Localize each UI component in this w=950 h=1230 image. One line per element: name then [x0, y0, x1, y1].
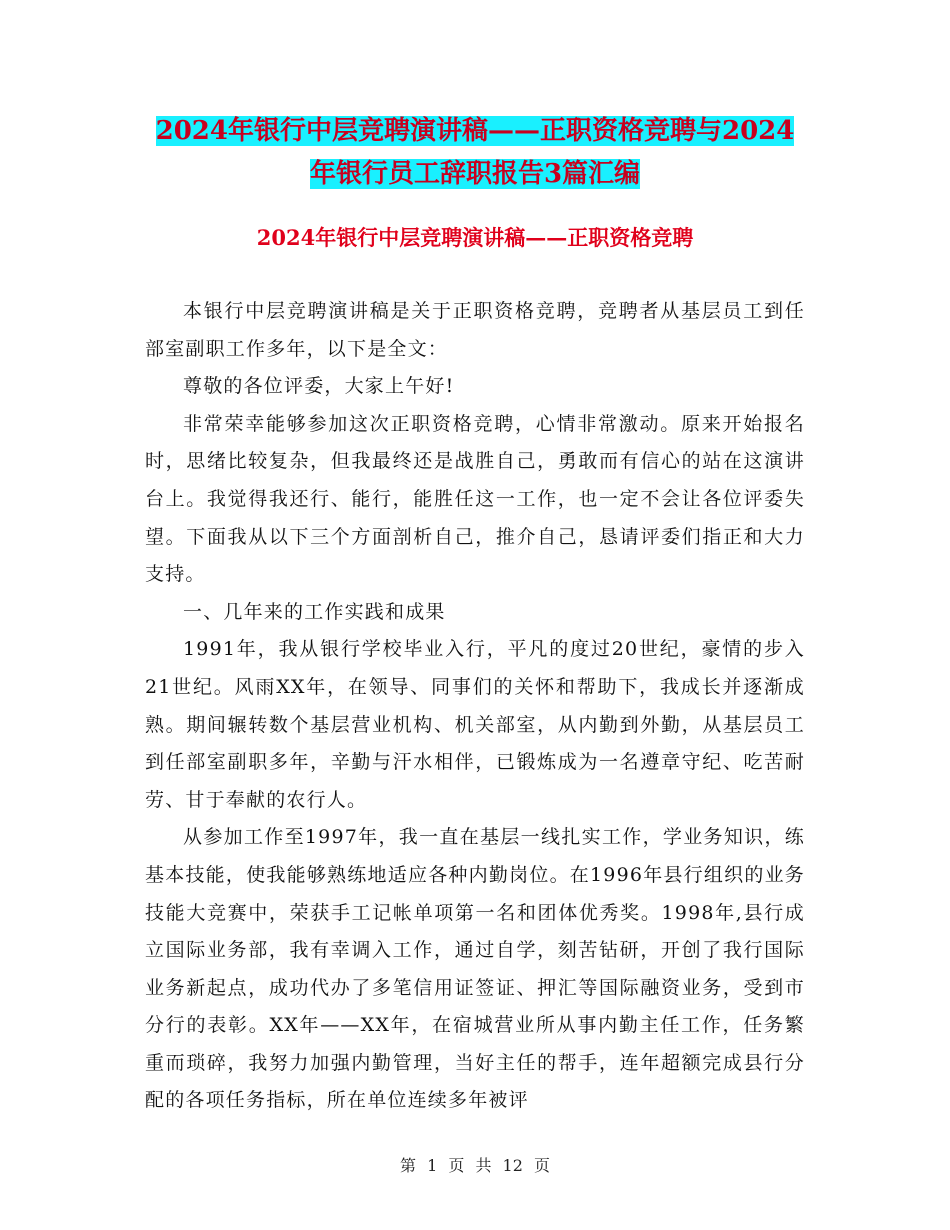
page-footer: 第 1 页 共 12 页: [400, 1156, 550, 1175]
paragraph-career: 1991年，我从银行学校毕业入行，平凡的度过20世纪，豪情的步入21世纪。风雨XX年，在领导、同事们的关怀和帮助下，我成长并逐渐成熟。期间辗转数个基层营业机构、机关部室，从内勤到外勤，从基层员工到任部室副职多年，辛勤与汗水相伴，已锻炼成为一名遵章守纪、吃苦耐劳、甘于奉献的农行人。: [145, 638, 805, 811]
paragraph-heading-1: 一、几年来的工作实践和成果: [183, 600, 446, 623]
section-title: 2024年银行中层竞聘演讲稿——正职资格竞聘: [256, 225, 694, 250]
paragraph-opening: 非常荣幸能够参加这次正职资格竞聘，心情非常激动。原来开始报名时，思绪比较复杂，但我最终还是战胜自己，勇敢而有信心的站在这演讲台上。我觉得我还行、能行，能胜任这一工作，也一定不会让各位评委失望。下面我从以下三个方面剖析自己，推介自己，恳请评委们指正和大力支持。: [145, 412, 805, 586]
paragraph-greeting: 尊敬的各位评委，大家上午好!: [183, 375, 455, 398]
paragraph-experience: 从参加工作至1997年，我一直在基层一线扎实工作，学业务知识，练基本技能，使我能够熟练地适应各种内勤岗位。在1996年县行组织的业务技能大竞赛中，荣获手工记帐单项第一名和团体优秀奖。1998年,县行成立国际业务部，我有幸调入工作，通过自学，刻苦钻研，开创了我行国际业务新起点，成功代办了多笔信用证签证、押汇等国际融资业务，受到市分行的表彰。XX年——XX年，在宿城营业所从事内勤主任工作，任务繁重而琐碎，我努力加强内勤管理，当好主任的帮手，连年超额完成县行分配的各项任务指标，所在单位连续多年被评: [145, 826, 805, 1112]
paragraph-intro: 本银行中层竞聘演讲稿是关于正职资格竞聘，竞聘者从基层员工到任部室副职工作多年，以下是全文：: [145, 300, 805, 360]
document-title-line-1: 2024年银行中层竞聘演讲稿——正职资格竞聘与2024: [155, 116, 795, 146]
document-title-line-2: 年银行员工辞职报告3篇汇编: [309, 159, 641, 189]
document-body: [145, 293, 805, 1120]
